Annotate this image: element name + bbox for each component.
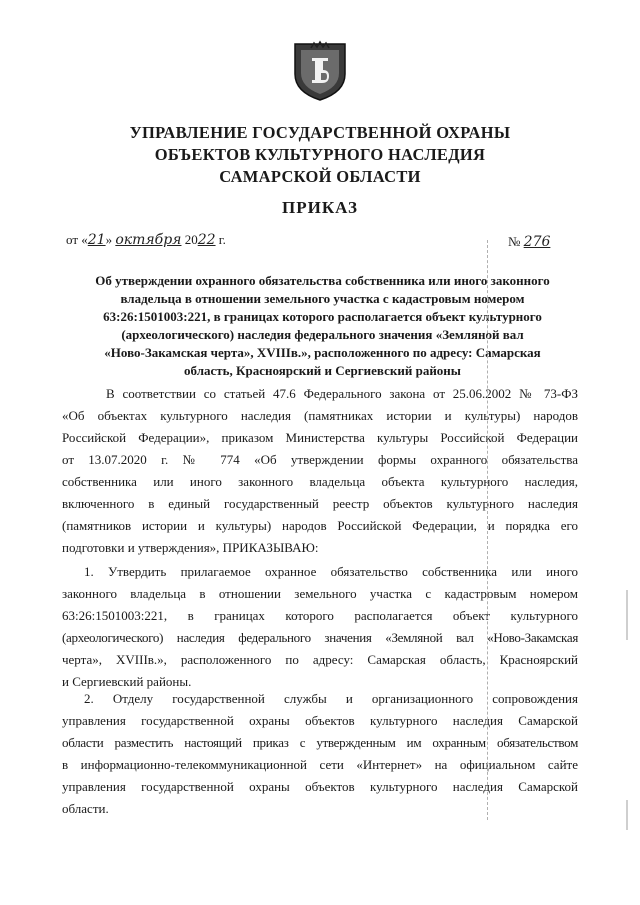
body-line: (археологического) наследия федерального значения «Земляной вал «Ново-Закамская (62, 630, 578, 645)
body-line: (памятников истории и культуры) народов Российской Федерации, и порядка его (62, 518, 578, 533)
org-name-line-3: САМАРСКОЙ ОБЛАСТИ (219, 167, 421, 186)
order-title: ПРИКАЗ (282, 198, 358, 217)
body-line: 63:26:1501003:221, в границах которого располагается объект культурного (62, 608, 578, 623)
body-line: собственника или иного законного владельца объекта культурного наследия, (62, 474, 578, 489)
item-2-paragraph (62, 688, 578, 820)
shield-icon (291, 40, 349, 102)
subject-line: область, Красноярский и Сергиевский районы (184, 363, 461, 378)
scan-edge-mark (626, 800, 628, 830)
date-day: 21 (87, 232, 106, 248)
body-line: подготовки и утверждения», ПРИКАЗЫВАЮ: (62, 540, 319, 555)
date-year-prefix: 20 (181, 232, 198, 247)
subject-line: (археологического) наследия федерального значения «Земляной вал (121, 327, 524, 342)
date-prefix: от « (66, 232, 88, 247)
body-line: управления государственной охраны объектов культурного наследия Самарской (62, 779, 578, 794)
date-year: 22 (197, 232, 216, 248)
order-number (508, 234, 550, 250)
body-line: черта», XVIIIв.», расположенного по адресу: Самарская область, Красноярский (62, 652, 578, 667)
body-line: включенного в единый государственный реестр объектов культурного наследия (62, 496, 578, 511)
body-line: области разместить настоящий приказ с утвержденным им охранным обязательством (62, 735, 578, 750)
org-name-line-2: ОБЪЕКТОВ КУЛЬТУРНОГО НАСЛЕДИЯ (154, 145, 486, 164)
order-subject (60, 272, 585, 380)
subject-line: «Ново-Закамская черта», XVIIIв.», расположенного по адресу: Самарская (104, 345, 541, 360)
preamble-paragraph (62, 383, 578, 559)
coat-of-arms-emblem (291, 40, 349, 102)
scan-edge-mark (626, 590, 628, 640)
body-line: и Сергиевский районы. (62, 674, 192, 689)
order-date (66, 232, 226, 248)
body-line: Российской Федерации», приказом Министерства культуры Российской Федерации (62, 430, 578, 445)
subject-line: владельца в отношении земельного участка с кадастровым номером (120, 291, 525, 306)
number-value: 276 (523, 234, 551, 250)
date-suffix: г. (215, 232, 226, 247)
body-line: управления государственной охраны объектов культурного наследия Самарской (62, 713, 578, 728)
date-mid: » (105, 232, 116, 247)
date-month: октября (115, 232, 182, 248)
body-line: В соответствии со статьей 47.6 Федерального закона от 25.06.2002 № 73-ФЗ (106, 386, 578, 401)
subject-line: Об утверждении охранного обязательства собственника или иного законного (95, 273, 550, 288)
body-line: области. (62, 801, 109, 816)
body-line: законного владельца в отношении земельного участка с кадастровым номером (62, 586, 578, 601)
body-line: 2. Отделу государственной службы и организационного сопровождения (84, 691, 578, 706)
body-line: в информационно-телекоммуникационной сети «Интернет» на официальном сайте (62, 757, 578, 772)
item-1-paragraph (62, 561, 578, 693)
number-prefix: № (508, 234, 524, 249)
body-line: 1. Утвердить прилагаемое охранное обязательство собственника или иного (84, 564, 578, 579)
scan-fold-line (487, 240, 489, 820)
body-line: от 13.07.2020 г. № 774 «Об утверждении формы охранного обязательства (62, 452, 578, 467)
subject-line: 63:26:1501003:221, в границах которого располагается объект культурного (103, 309, 542, 324)
body-line: «Об объектах культурного наследия (памятниках истории и культуры) народов (62, 408, 578, 423)
org-name-line-1: УПРАВЛЕНИЕ ГОСУДАРСТВЕННОЙ ОХРАНЫ (129, 123, 511, 142)
